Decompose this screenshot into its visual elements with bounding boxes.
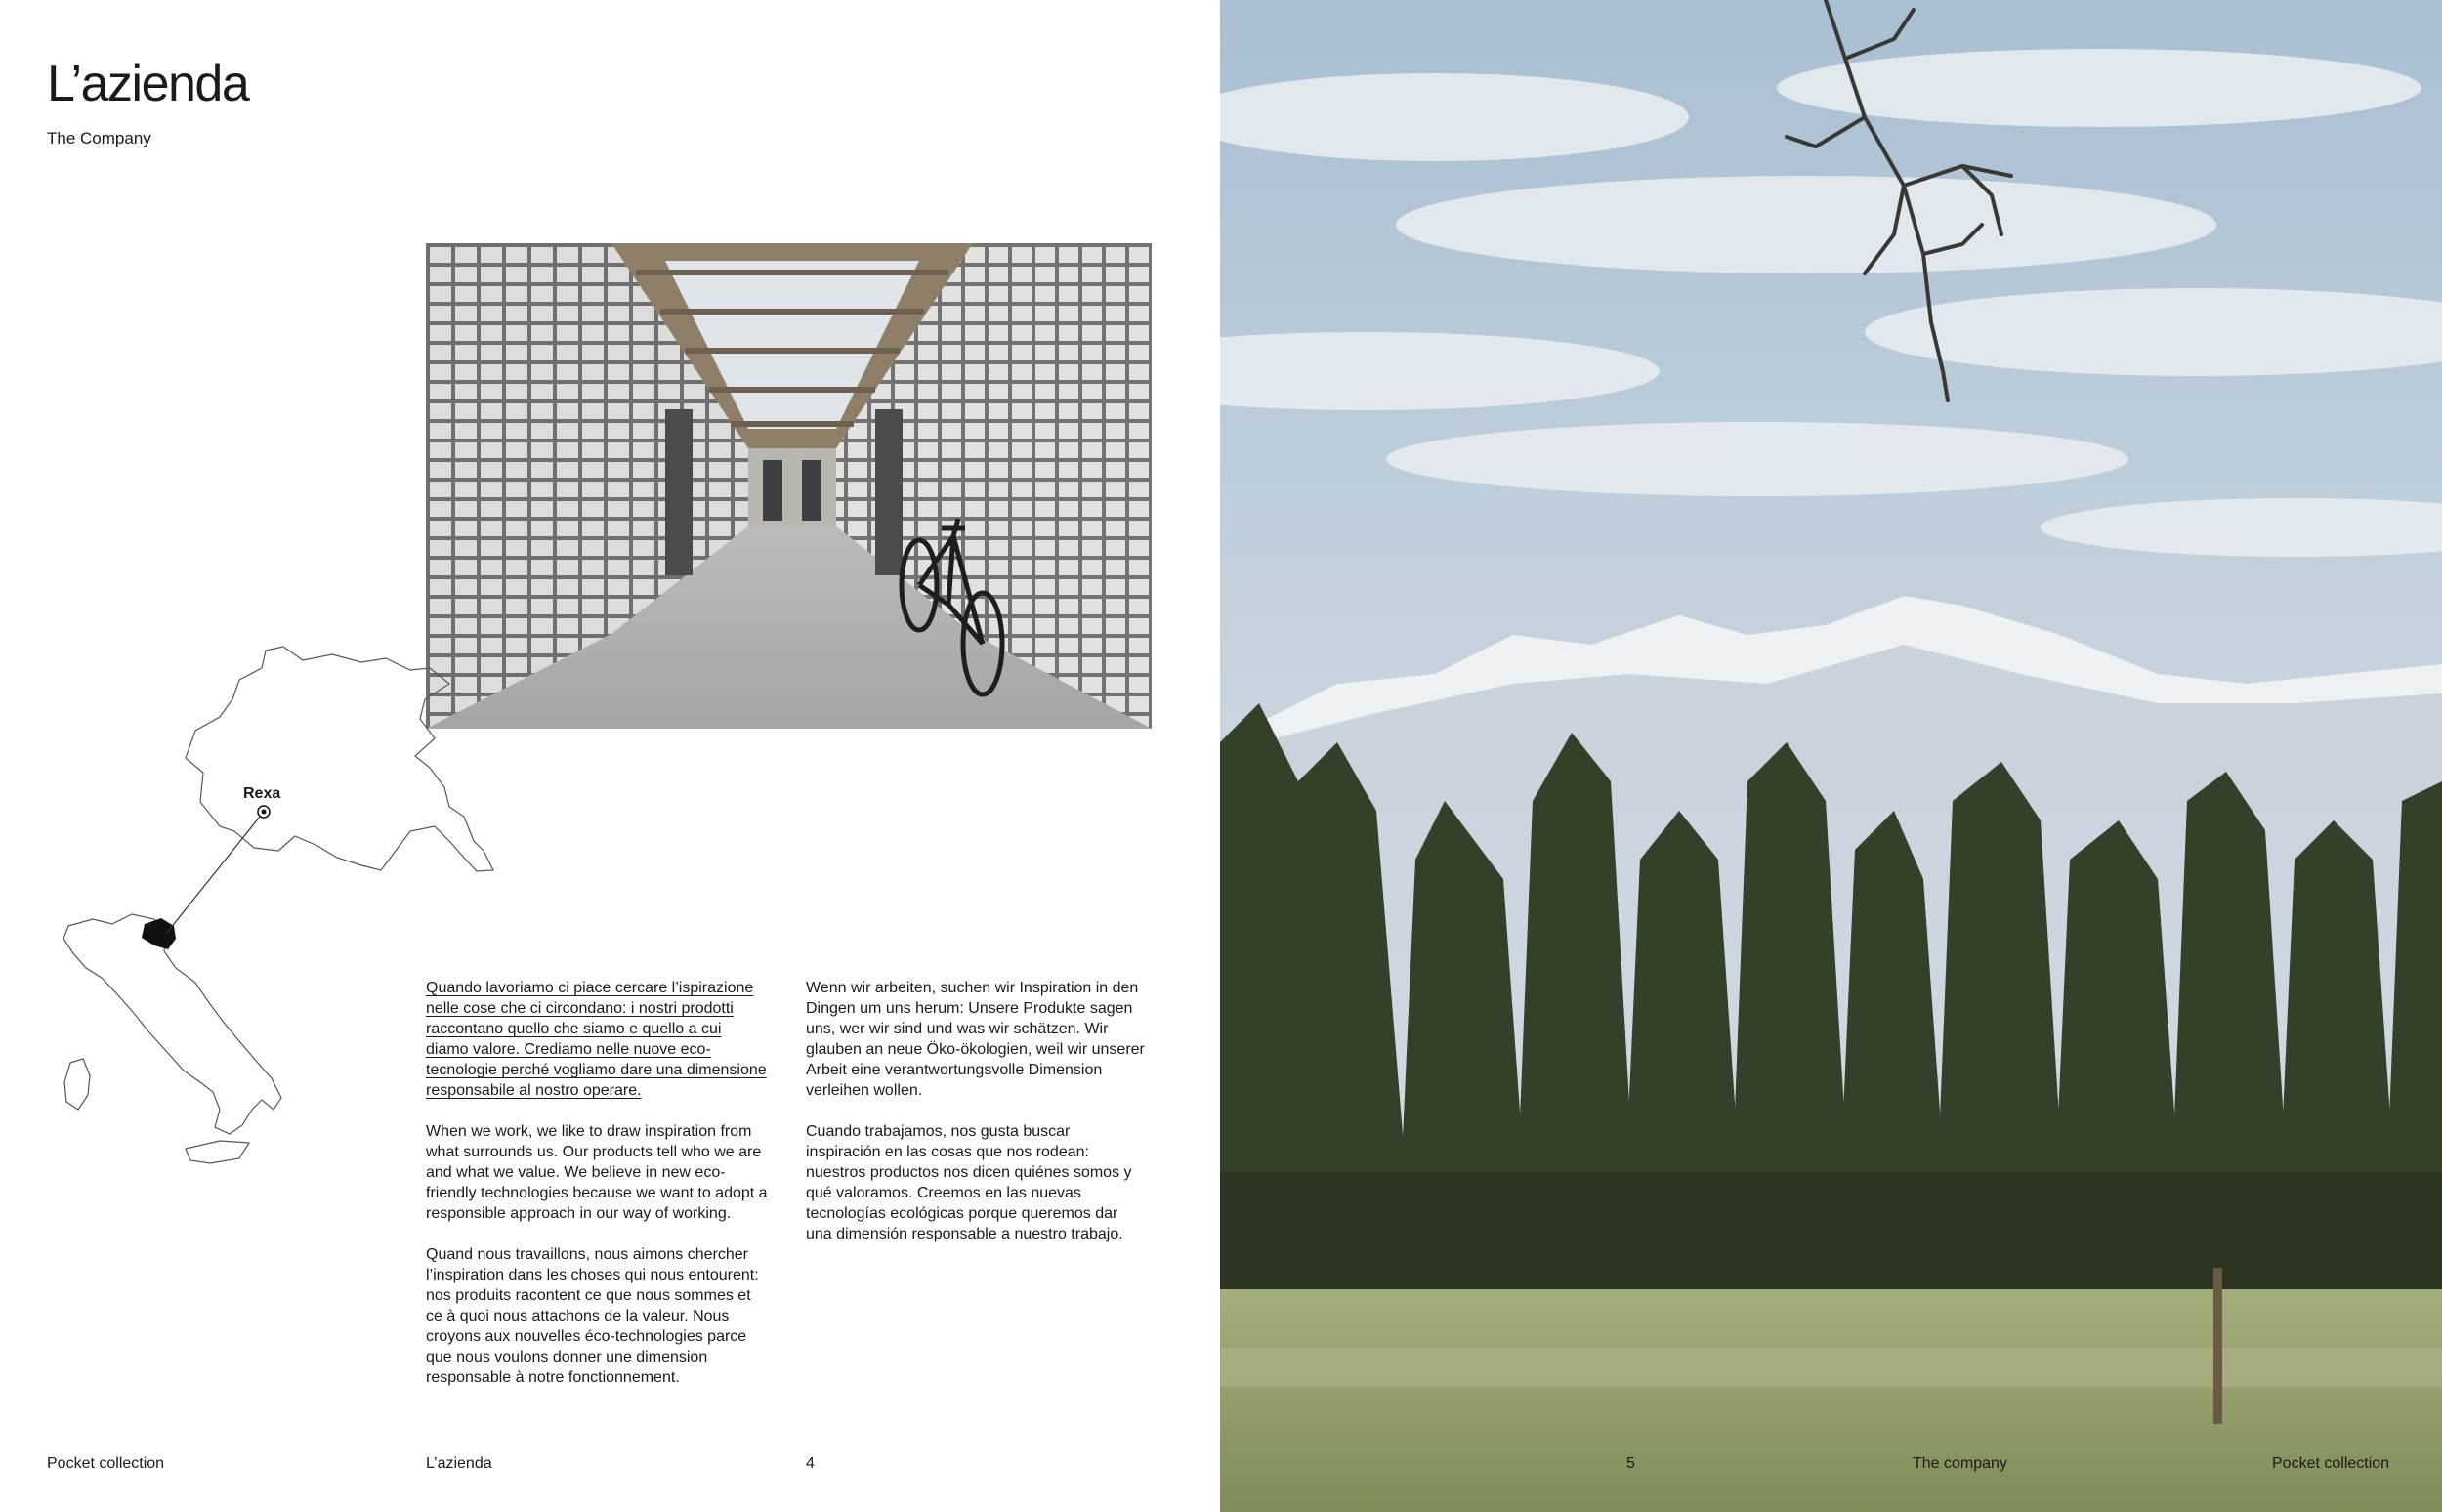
highlight-region [142,918,176,949]
corridor-photo [426,243,1152,729]
text-column-left [426,978,768,1408]
footer-collection-right: Pocket collection [2272,1455,2390,1472]
page-number-right: 5 [1626,1455,1635,1472]
footer-section-left: L’azienda [426,1455,492,1472]
sardinia-outline [64,1059,90,1110]
paragraph-german: Wenn wir arbeiten, suchen wir Inspiration in den Dingen um uns herum: Unsere Produkte sagen uns, wer wir sind und was wir schätzen. Wir glauben an neue Öko-ökologien, weil wir unserer Arbeit eine verantwortungsvolle Dimension verleihen wollen. [806,980,1145,1099]
text-column-right [806,978,1148,1265]
paragraph-italian: Quando lavoriamo ci piace cercare l’ispirazione nelle cose che ci circondano: i nostri prodotti raccontano quello che siamo e quello a cui diamo valore. Crediamo nelle nuove eco-tecnologie perché vogliamo dare una dimensione responsabile al nostro operare. [426,980,767,1099]
italy-outline [63,914,281,1134]
page-title: L’azienda [47,56,249,112]
right-page [1220,0,2442,1512]
paragraph-french: Quand nous travaillons, nous aimons chercher l’inspiration dans les choses qui nous entourent: nos produits racontent ce que nous sommes et ce à quoi nous attachons de la valeur. Nous croyons aux nouvelles éco-technologies parce que nous voulons donner une dimension responsable à notre fonctionnement. [426,1246,759,1386]
paragraph-spanish: Cuando trabajamos, nos gusta buscar inspiración en las cosas que nos rodean: nuestros productos nos dicen quiénes somos y qué valoramos. Creemos en las nuevas tecnologías ecológicas porque queremos dar una dimensión responsable a nuestro trabajo. [806,1123,1132,1242]
map-label-rexa: Rexa [243,785,281,802]
corridor-photo-illustration [426,243,1152,729]
left-page [0,0,1220,1512]
page-number-left: 4 [806,1455,815,1472]
paragraph-english: When we work, we like to draw inspiration from what surrounds us. Our products tell who we are and what we value. We believe in new eco-friendly technologies because we want to adopt a responsible approach in our way of working. [426,1123,768,1222]
north-italy-outline [186,647,493,871]
landscape-photo [1220,0,2442,1512]
footer-collection-left: Pocket collection [47,1455,165,1472]
footer-section-right: The company [1913,1455,2007,1472]
sicily-outline [186,1141,249,1163]
page-subtitle: The Company [47,129,151,147]
